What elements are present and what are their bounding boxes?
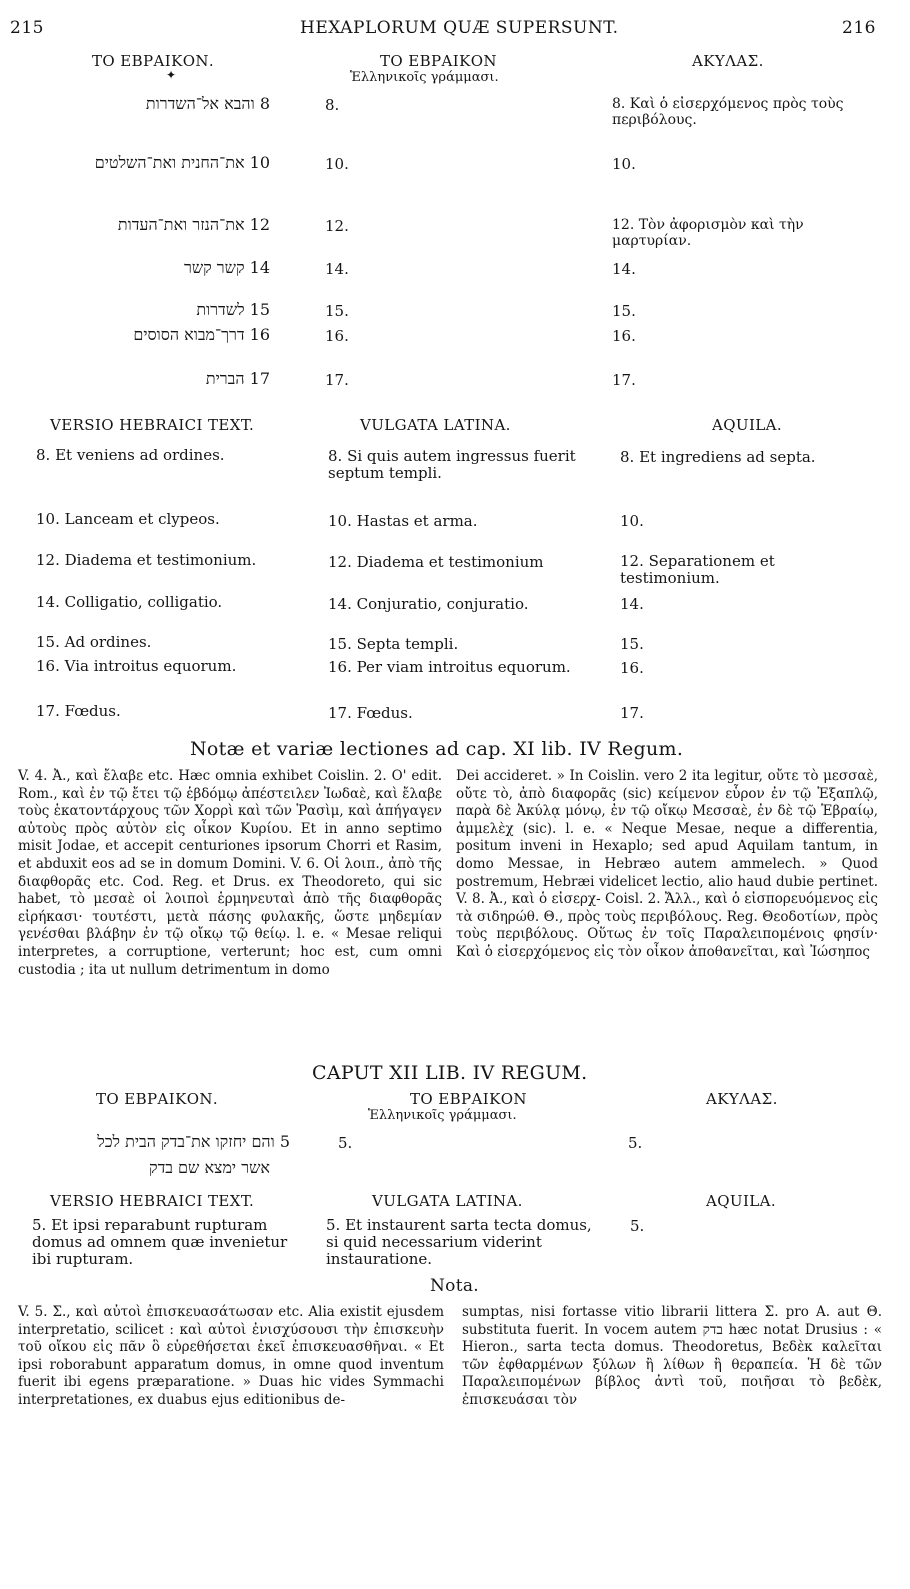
xii-aquila-verse-5: 5.: [628, 1134, 643, 1152]
aquila-latin-verse-12: 12. Separationem et testimonium.: [620, 552, 775, 587]
notes-title: Notæ et variæ lectiones ad cap. XI lib. IV Regum.: [190, 738, 684, 760]
aquila-verse-8: 8. Καὶ ὁ εἰσερχόμενος πρὸς τοὺς περιβόλους.: [612, 96, 844, 128]
nota-left-column: V. 5. Σ., καὶ αὐτοὶ ἐπισκευασάτωσαν etc. Alia existit ejusdem interpretatio, scilicet : καὶ αὐτοὶ ἐνισχύσουσι τὴν ἐπισκευὴν τοῦ οἴκου εἰς πᾶν ὃ εὑρεθήσεται ἐκεῖ ἐπισκευασθῆναι. « Et ipsi roborabunt apparatum domus, in omne quod inventum fuerit ibi egens præparatione. » Duas hic vides Symmachi interpretationes, ex duabus ejus editionibus de-: [18, 1304, 444, 1408]
versio-verse-12: 12. Diadema et testimonium.: [36, 551, 257, 569]
latin-header-aquila: AQUILA.: [712, 416, 783, 434]
hebrew-verse-8: 8 והבא אל־השדרות: [145, 94, 270, 113]
aquila-verse-10: 10.: [612, 155, 636, 173]
col-subheader-translit: Ἑλληνικοῖς γράμμασι.: [350, 70, 499, 85]
hebrew-verse-12: 12 את־הנזר ואת־העדות: [117, 215, 270, 234]
vulgata-verse-8: 8. Si quis autem ingressus fuerit septum templi.: [328, 447, 576, 482]
translit-verse-12: 12.: [325, 217, 349, 235]
aquila-verse-15: 15.: [612, 302, 636, 320]
translit-verse-14: 14.: [325, 260, 349, 278]
right-page-number: 216: [842, 18, 876, 38]
aquila-verse-16: 16.: [612, 327, 636, 345]
aquila-verse-17: 17.: [612, 371, 636, 389]
translit-verse-8: 8.: [325, 96, 340, 114]
vulgata-verse-14: 14. Conjuratio, conjuratio.: [328, 595, 529, 613]
aquila-verse-12: 12. Τὸν ἀφορισμὸν καὶ τὴν μαρτυρίαν.: [612, 217, 804, 249]
hebrew-verse-10: 10 את־החנית ואת־השלטים: [94, 153, 270, 172]
vulgata-verse-12: 12. Diadema et testimonium: [328, 553, 544, 571]
latin-header-vulgata: VULGATA LATINA.: [360, 416, 511, 434]
aquila-verse-14: 14.: [612, 260, 636, 278]
col-header-hebrew: ΤΟ ΕΒΡΑΙΚΟΝ.: [92, 52, 215, 70]
col-header-translit: ΤΟ ΕΒΡΑΙΚΟΝ: [380, 52, 497, 70]
aquila-latin-verse-8: 8. Et ingrediens ad septa.: [620, 448, 816, 466]
hebrew-verse-14: 14 קשר קשר: [183, 258, 270, 277]
xii-versio-verse-5: 5. Et ipsi reparabunt rupturam domus ad omnem quæ invenietur ibi rupturam.: [32, 1216, 288, 1268]
aquila-latin-verse-16: 16.: [620, 659, 644, 677]
translit-verse-10: 10.: [325, 155, 349, 173]
xii-latin-header-vulgata: VULGATA LATINA.: [372, 1192, 523, 1210]
versio-verse-14: 14. Colligatio, colligatio.: [36, 593, 223, 611]
vulgata-verse-10: 10. Hastas et arma.: [328, 512, 478, 530]
notes-left-column: V. 4. Ἀ., καὶ ἔλαβε etc. Hæc omnia exhibet Coislin. 2. Ο' edit. Rom., καὶ ἐν τῷ ἔτει τῷ ἑβδόμῳ ἀπέστειλεν Ἰωδαὲ, καὶ ἔλαβε τοὺς ἑκατοντάρχους τῶν Χορρὶ καὶ τῶν Ῥασὶμ, καὶ ἀπήγαγεν αὐτοὺς πρὸς αὐτὸν εἰς οἶκον Κυρίου. Et in anno septimo misit Jodae, et accepit centuriones ipsorum Chorri et Rasim, et abduxit eos ad se in domum Domini. V. 6. Οἱ λοιπ., ἀπὸ τῆς διαφθορᾶς etc. Cod. Reg. et Drus. ex Theodoreto, qui sic habet, τὸ μεσαὲ οἱ λοιποὶ ἑρμηνευταὶ ἀπὸ τῆς διαφθορᾶς εἰρήκασι· τουτέστι, μετὰ πάσης φυλακῆς, ὥστε μηδεμίαν γενέσθαι βλάβην ἐν τῷ οἴκῳ τῷ θείῳ. l. e. « Mesae reliqui interpretes, a corruptione, verterunt; hoc est, cum omni custodia ; ita ut nullum detrimentum in domo: [18, 768, 442, 978]
xii-hebrew-verse-5-line2: אשר ימצא שם בדק: [149, 1158, 270, 1177]
running-title: HEXAPLORUM QUÆ SUPERSUNT.: [300, 18, 619, 38]
hebrew-verse-17: 17 הברית: [205, 369, 270, 388]
xii-col-header-aquila: ΑΚΥΛΑΣ.: [706, 1090, 778, 1108]
xii-latin-header-aquila: AQUILA.: [706, 1192, 777, 1210]
versio-verse-8: 8. Et veniens ad ordines.: [36, 446, 225, 464]
vulgata-verse-16: 16. Per viam introitus equorum.: [328, 658, 571, 676]
xii-vulgata-verse-5: 5. Et instaurent sarta tecta domus, si quid necessarium viderint instauratione.: [326, 1216, 592, 1268]
xii-translit-verse-5: 5.: [338, 1134, 353, 1152]
vulgata-verse-15: 15. Septa templi.: [328, 635, 459, 653]
xii-aquila-latin-verse-5: 5.: [630, 1217, 645, 1235]
translit-verse-17: 17.: [325, 371, 349, 389]
versio-verse-15: 15. Ad ordines.: [36, 633, 152, 651]
xii-col-header-hebrew: ΤΟ ΕΒΡΑΙΚΟΝ.: [96, 1090, 219, 1108]
translit-verse-16: 16.: [325, 327, 349, 345]
chapter-xii-title: CAPUT XII LIB. IV REGUM.: [312, 1062, 588, 1084]
xii-col-header-translit: ΤΟ ΕΒΡΑΙΚΟΝ: [410, 1090, 527, 1108]
xii-col-subheader-translit: Ἑλληνικοῖς γράμμασι.: [368, 1108, 517, 1123]
aquila-latin-verse-17: 17.: [620, 704, 644, 722]
aquila-latin-verse-10: 10.: [620, 512, 644, 530]
xii-latin-header-versio: VERSIO HEBRAICI TEXT.: [50, 1192, 255, 1210]
nota-right-column: sumptas, nisi fortasse vitio librarii littera Σ. pro A. aut Θ. substituta fuerit. In vocem autem בדק hæc notat Drusius : « Hieron., sarta tecta domus. Theodoretus, Βεδὲκ καλεῖται τῶν ἐφθαρμένων ξύλων ἢ λίθων ἢ θεραπεία. Ἡ δὲ τῶν Παραλειπομένων βίβλος ἀντὶ τοῦ, ποιῆσαι τὸ βεδὲκ, ἐπισκευάσαι τὸν: [462, 1304, 882, 1408]
nota-title: Nota.: [430, 1276, 479, 1296]
left-page-number: 215: [10, 18, 44, 38]
col-header-aquila: ΑΚΥΛΑΣ.: [692, 52, 764, 70]
asterisk-mark: ✦: [166, 68, 177, 82]
notes-right-column: Dei accideret. » In Coislin. vero 2 ita legitur, οὔτε τὸ μεσσαὲ, οὔτε τὸ, ἀπὸ διαφορᾶς (sic) κείμενον εὗρον ἐν τῷ Ἑξαπλῷ, παρὰ δὲ Ἀκύλᾳ μόνῳ, ἐν τῷ οἴκῳ Μεσσαὲ, ἐν δὲ τῷ Ἑβραίῳ, ἀμμελὲχ (sic). l. e. « Neque Mesae, neque a differentia, positum inveni in Hexaplo; sed apud Aquilam tantum, in domo Messae, in Hebræo autem ammelech. » Quod postremum, Hebræi videlicet lectio, alio haud dubie pertinet. V. 8. Ἀ., καὶ ὁ εἰσερχ- Coisl. 2. Ἄλλ., καὶ ὁ εἰσπορευόμενος εἰς τὰ σιδηρώθ. Θ., πρὸς τοὺς περιβόλους. Reg. Θεοδοτίων, πρὸς τοὺς περιβόλους. Οὕτως ἐν τοῖς Παραλειπομένοις φησίν· Καὶ ὁ εἰσερχόμενος εἰς τὸν οἶκον ἀποθανεῖται, καὶ Ἰώσηπος: [456, 768, 878, 960]
versio-verse-17: 17. Fœdus.: [36, 702, 121, 720]
vulgata-verse-17: 17. Fœdus.: [328, 704, 413, 722]
translit-verse-15: 15.: [325, 302, 349, 320]
versio-verse-16: 16. Via introitus equorum.: [36, 657, 237, 675]
hebrew-verse-15: 15 לשדרות: [196, 300, 270, 319]
aquila-latin-verse-15: 15.: [620, 635, 644, 653]
versio-verse-10: 10. Lanceam et clypeos.: [36, 510, 220, 528]
xii-hebrew-verse-5-line1: 5 והם יחזקו את־בדק הבית לכל: [97, 1132, 290, 1151]
latin-header-versio: VERSIO HEBRAICI TEXT.: [50, 416, 255, 434]
aquila-latin-verse-14: 14.: [620, 595, 644, 613]
hebrew-verse-16: 16 דרך־מבוא הסוסים: [133, 325, 270, 344]
